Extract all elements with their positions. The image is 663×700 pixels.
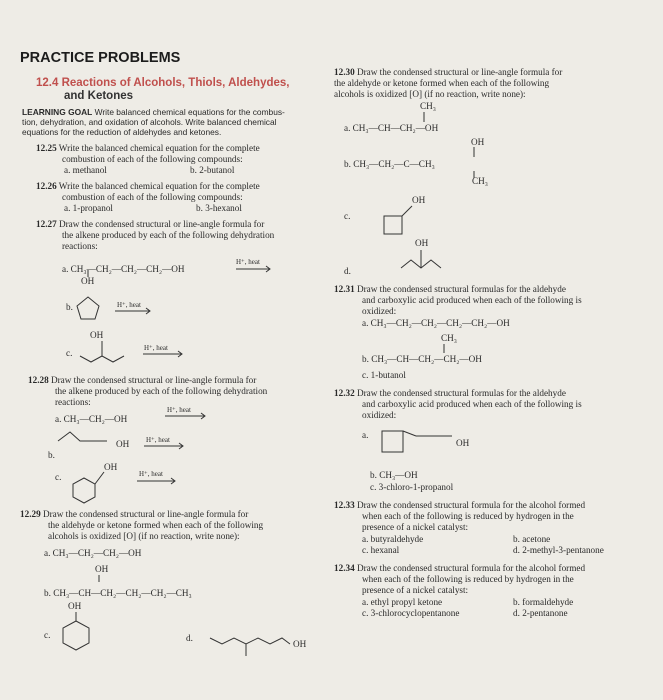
problem-text: alcohols is oxidized [O] (if no reaction, write none):: [334, 89, 526, 99]
problem-12-28: 12.28 Draw the condensed structural or line-angle formula for: [28, 375, 257, 385]
cyclobutane-ring: [384, 206, 412, 234]
problem-text: when each of the following is reduced by hydrogen in the: [362, 511, 574, 521]
problem-12-29: 12.29 Draw the condensed structural or line-angle formula for: [20, 509, 249, 519]
item-c: c. 3-chloro-1-propanol: [370, 482, 454, 492]
item-b: b.: [48, 450, 55, 460]
learning-goal-line3: equations for the reduction of aldehydes and ketones.: [22, 127, 222, 137]
item-d: d.: [344, 266, 351, 276]
problem-text: the aldehyde or ketone formed when each of the following: [334, 78, 550, 88]
item-b: b. CH₃—CH—CH₂—CH₂—CH₂—CH₃: [44, 588, 192, 598]
item-a: a. CH₃—CH₂—CH₂—OH: [44, 548, 142, 558]
item-c: c.: [66, 348, 73, 358]
section-title-line2: and Ketones: [64, 90, 134, 102]
problem-text: when each of the following is reduced by hydrogen in the: [362, 574, 574, 584]
oh-label: OH: [81, 276, 95, 286]
item-a: a. CH₃—CH₂—OH: [55, 414, 128, 424]
oh-label: OH: [104, 462, 118, 472]
item-a: a.: [362, 430, 369, 440]
problem-12-33: 12.33 Draw the condensed structural formula for the alcohol formed: [334, 500, 586, 510]
cyclobutane-ring: [382, 431, 452, 452]
item-b: b. formaldehyde: [513, 597, 574, 607]
item-a: a. CH₃—CH₂—CH₂—CH₂—CH₂—OH: [362, 318, 510, 328]
item-c: c. 3-chlorocyclopentanone: [362, 608, 460, 618]
oh-label: OH: [456, 438, 470, 448]
item-c: c. 1-butanol: [362, 370, 406, 380]
problem-text: reactions:: [55, 397, 91, 407]
arrow-label: H⁺, heat: [144, 344, 168, 352]
cyclohexane-ring: [63, 612, 89, 650]
problem-text: the aldehyde or ketone formed when each of the following: [48, 520, 264, 530]
problem-12-25: 12.25 Write the balanced chemical equation for the complete: [36, 143, 260, 153]
branched-chain: [210, 638, 290, 656]
oh-label: OH: [412, 195, 426, 205]
problem-text: and carboxylic acid produced when each of the following is: [362, 295, 582, 305]
item-b: b. acetone: [513, 534, 551, 544]
arrow-label: H⁺, heat: [146, 436, 170, 444]
problem-12-31: 12.31 Draw the condensed structural formulas for the aldehyde: [334, 284, 566, 294]
item-b: b. CH₃—OH: [370, 470, 418, 480]
arrow-label: H⁺, heat: [117, 301, 141, 309]
item-b: b. 3-hexanol: [196, 203, 242, 213]
oh-label: OH: [90, 330, 104, 340]
item-a: a. CH₃—CH—CH₂—OH: [344, 123, 439, 133]
problem-text: and carboxylic acid produced when each of the following is: [362, 399, 582, 409]
item-b: b. CH₃—CH₂—C—CH₃: [344, 159, 435, 169]
oh-label: OH: [293, 639, 307, 649]
ch3-label: CH₃: [420, 101, 436, 111]
ch3-label: CH₃: [441, 333, 457, 343]
problem-text: the alkene produced by each of the following dehydration: [62, 230, 275, 240]
zigzag-chain: [58, 432, 107, 441]
problem-text: reactions:: [62, 241, 98, 251]
item-d: d.: [186, 633, 193, 643]
ch3-label: CH₃: [472, 176, 488, 186]
problem-text: oxidized:: [362, 306, 397, 316]
oh-label: OH: [68, 601, 82, 611]
item-a: a. butyraldehyde: [362, 534, 424, 544]
problem-text: combustion of each of the following compounds:: [62, 154, 243, 164]
item-c: c. hexanal: [362, 545, 400, 555]
oh-label: OH: [116, 439, 130, 449]
item-c: c.: [344, 211, 351, 221]
item-b: b. CH₃—CH—CH₂—CH₂—OH: [362, 354, 482, 364]
cyclohexane-ring: [73, 472, 104, 503]
item-b: b.: [66, 302, 73, 312]
oh-label: OH: [415, 238, 429, 248]
reaction-arrow: [115, 266, 270, 484]
item-c: c.: [44, 630, 51, 640]
problem-text: combustion of each of the following compounds:: [62, 192, 243, 202]
item-b: b. 2-butanol: [190, 165, 235, 175]
problem-12-27: 12.27 Draw the condensed structural or line-angle formula for: [36, 219, 265, 229]
problem-12-34: 12.34 Draw the condensed structural formula for the alcohol formed: [334, 563, 586, 573]
item-c: c.: [55, 472, 62, 482]
problem-text: alcohols is oxidized [O] (if no reaction, write none):: [48, 531, 240, 541]
item-d: d. 2-pentanone: [513, 608, 568, 618]
problem-text: presence of a nickel catalyst:: [362, 585, 469, 595]
problem-text: presence of a nickel catalyst:: [362, 522, 469, 532]
item-a: a. 1-propanol: [64, 203, 113, 213]
problem-12-26: 12.26 Write the balanced chemical equation for the complete: [36, 181, 260, 191]
cyclopentane-ring: [77, 297, 99, 319]
arrow-label: H⁺, heat: [139, 470, 163, 478]
problem-12-32: 12.32 Draw the condensed structural formulas for the aldehyde: [334, 388, 566, 398]
zigzag-chain: [401, 250, 441, 268]
learning-goal: LEARNING GOAL Write balanced chemical equations for the combus-: [22, 107, 285, 117]
item-a: a. CH₃—CH₂—CH₂—CH₂—OH: [62, 264, 185, 274]
arrow-label: H⁺, heat: [167, 406, 191, 414]
item-d: d. 2-methyl-3-pentanone: [513, 545, 604, 555]
zigzag-chain: [80, 341, 124, 362]
oh-label: OH: [471, 137, 485, 147]
learning-goal-line2: tion, dehydration, and oxidation of alcohols. Write balanced chemical: [22, 117, 277, 127]
problem-text: oxidized:: [362, 410, 397, 420]
item-a: a. ethyl propyl ketone: [362, 597, 443, 607]
problem-12-30: 12.30 Draw the condensed structural or line-angle formula for: [334, 67, 563, 77]
section-title: 12.4 Reactions of Alcohols, Thiols, Aldehydes,: [36, 77, 290, 89]
page-heading: PRACTICE PROBLEMS: [20, 50, 181, 66]
oh-label: OH: [95, 564, 109, 574]
item-a: a. methanol: [64, 165, 107, 175]
problem-text: the alkene produced by each of the following dehydration: [55, 386, 268, 396]
arrow-label: H⁺, heat: [236, 258, 260, 266]
